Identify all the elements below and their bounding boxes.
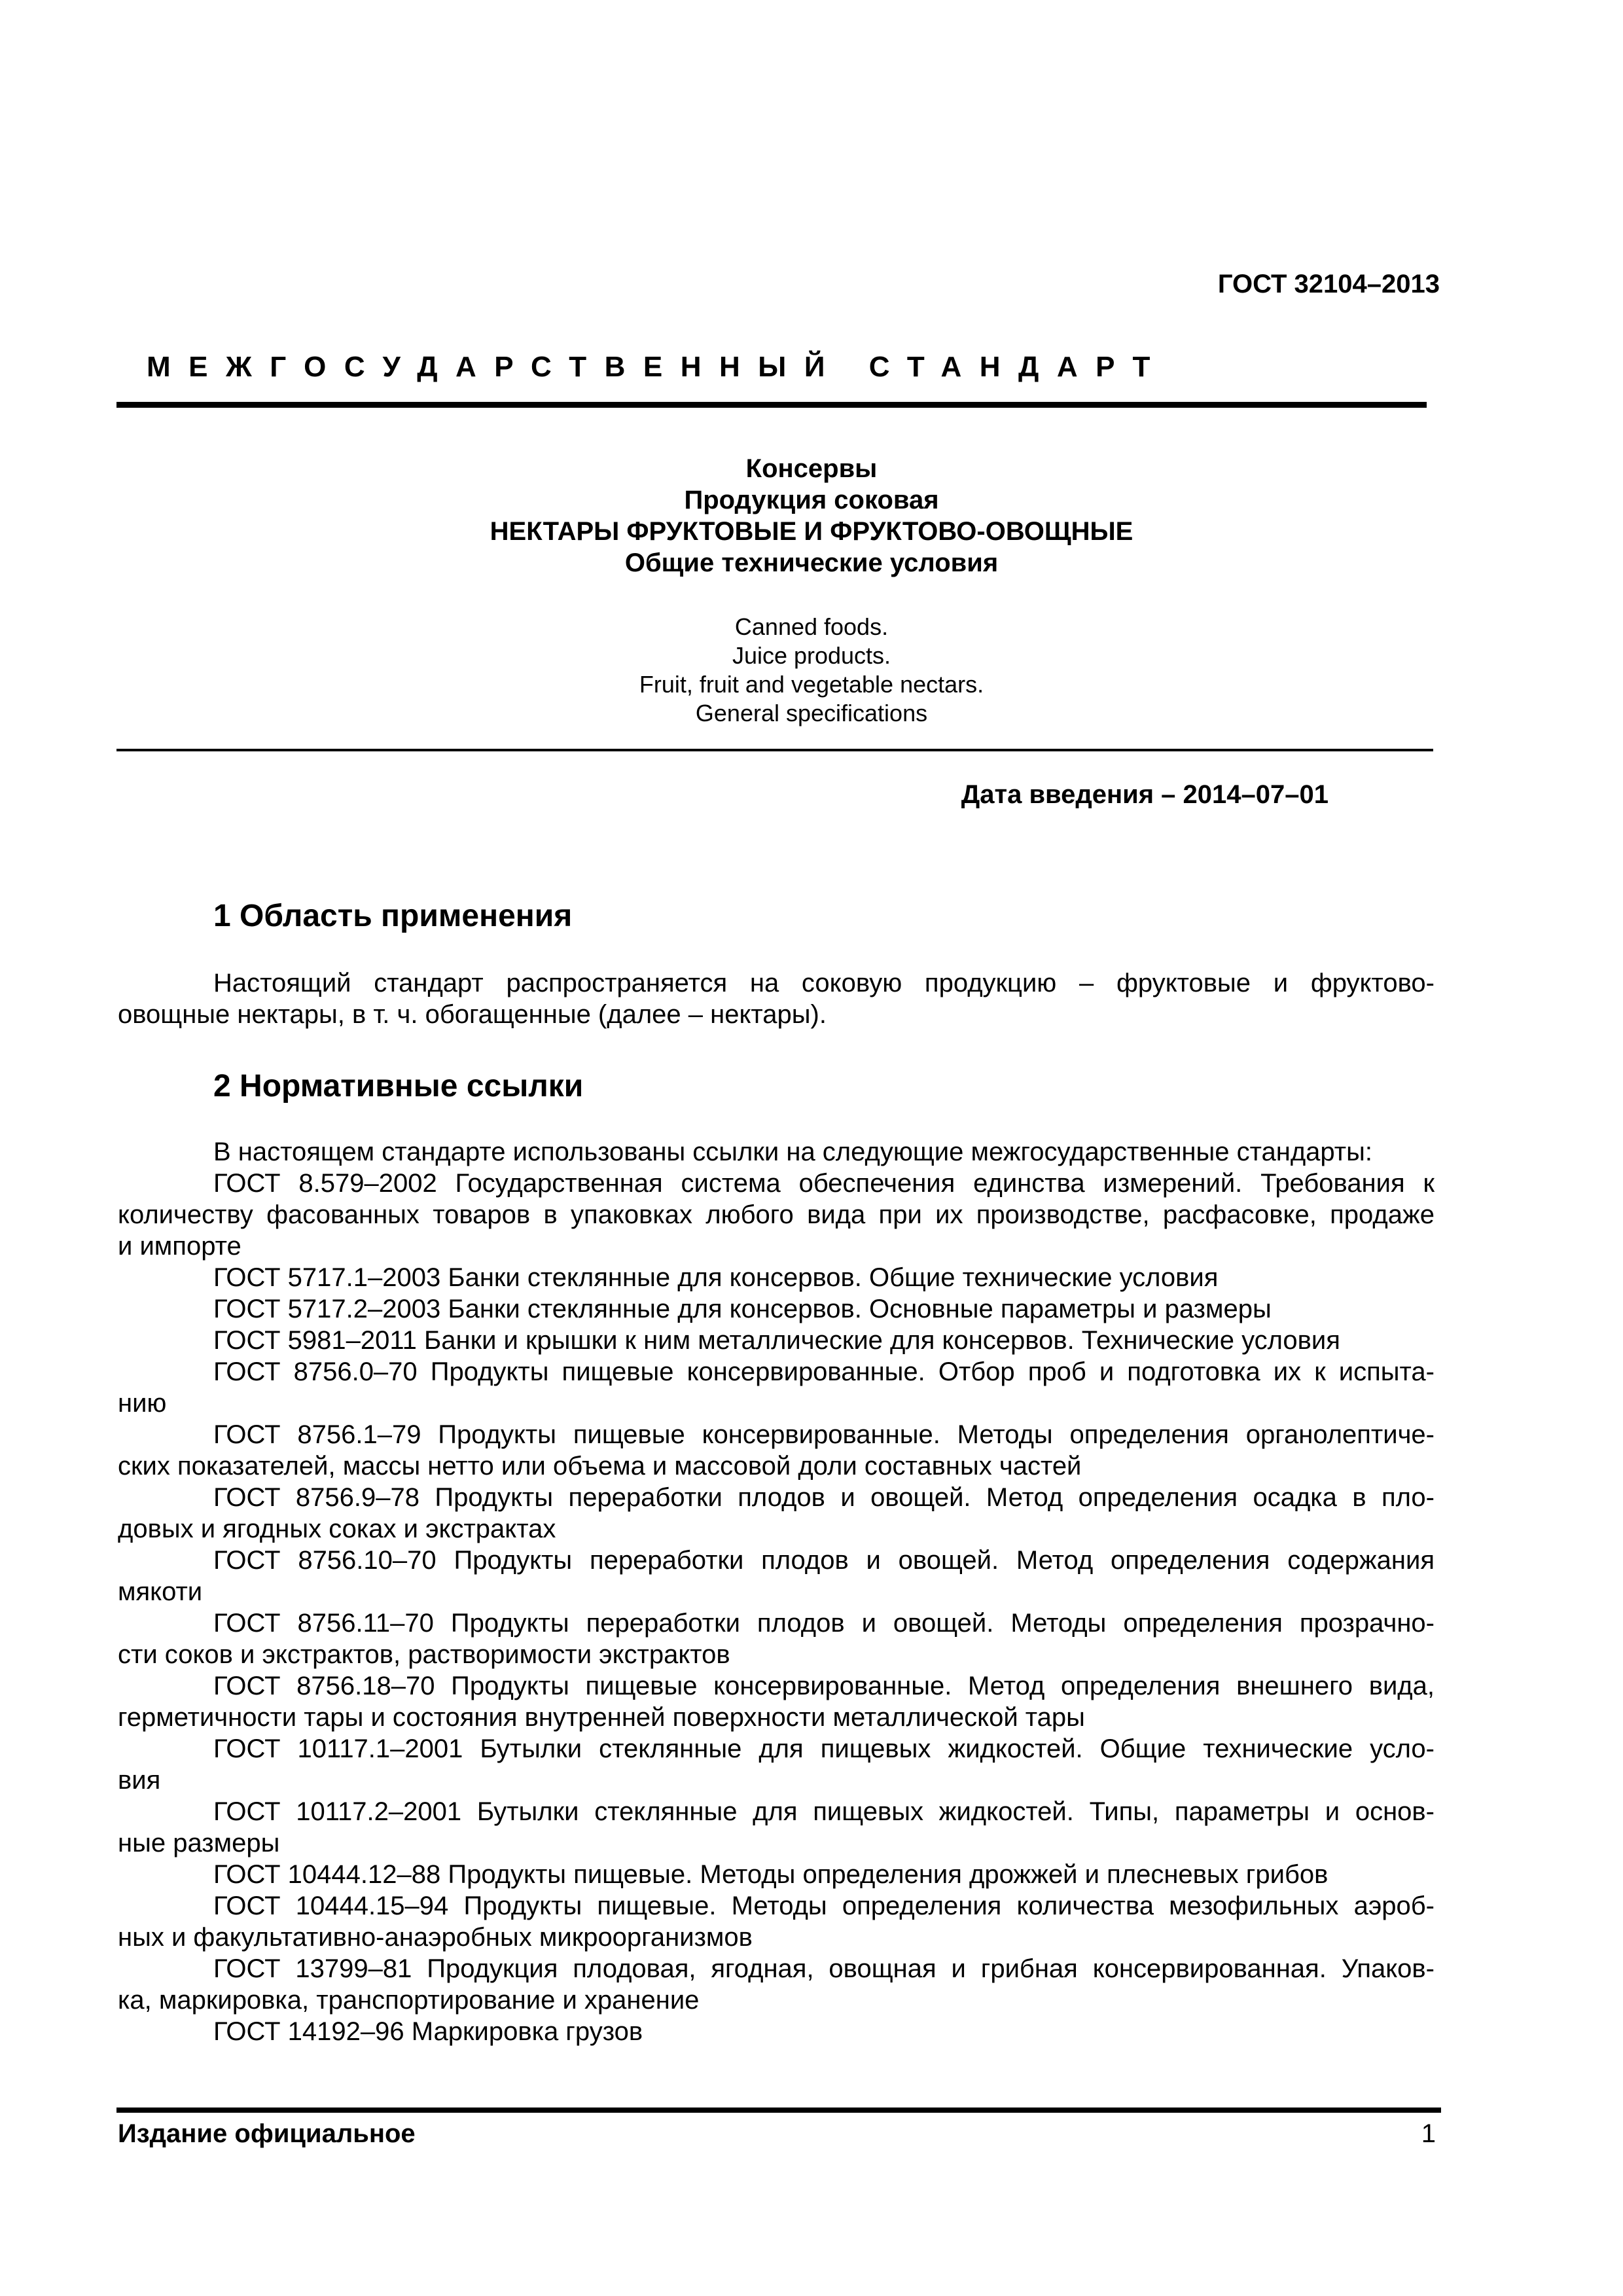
- title-line-en: Fruit, fruit and vegetable nectars.: [639, 671, 984, 698]
- text-line: овощные нектары, в т. ч. обогащенные (далее – нектары).: [118, 1000, 827, 1029]
- top-rule: [116, 402, 1427, 408]
- reference-line: ГОСТ 8756.18–70 Продукты пищевые консервированные. Метод определения внешнего вида,: [213, 1672, 1435, 1700]
- standard-type-banner: МЕЖГОСУДАРСТВЕННЫЙ СТАНДАРТ: [147, 351, 1168, 383]
- title-line: Консервы: [745, 454, 878, 483]
- reference-line: ГОСТ 8756.0–70 Продукты пищевые консервированные. Отбор проб и подготовка их к испыта-: [213, 1357, 1435, 1386]
- text-line: Настоящий стандарт распространяется на соковую продукцию – фруктовые и фруктово-: [213, 969, 1435, 997]
- reference-line: ных и факультативно-анаэробных микроорганизмов: [118, 1923, 753, 1952]
- reference-line: ГОСТ 8756.11–70 Продукты переработки плодов и овощей. Методы определения прозрачно-: [213, 1609, 1435, 1638]
- reference-line: ГОСТ 10117.1–2001 Бутылки стеклянные для пищевых жидкостей. Общие технические усло-: [213, 1734, 1435, 1763]
- reference-line: ГОСТ 10444.12–88 Продукты пищевые. Методы определения дрожжей и плесневых грибов: [213, 1860, 1329, 1889]
- page-number: 1: [1421, 2119, 1436, 2148]
- title-block-ru: [0, 453, 1623, 579]
- reference-line: ГОСТ 14192–96 Маркировка грузов: [213, 2017, 643, 2046]
- title-line-en: Canned foods.: [734, 613, 889, 640]
- reference-line: ГОСТ 8.579–2002 Государственная система обеспечения единства измерений. Требования к: [213, 1169, 1435, 1198]
- reference-line: ГОСТ 5981–2011 Банки и крышки к ним металлические для консервов. Технические условия: [213, 1326, 1340, 1355]
- title-line-en: General specifications: [695, 700, 928, 726]
- reference-line: нию: [118, 1389, 167, 1418]
- title-line: НЕКТАРЫ ФРУКТОВЫЕ И ФРУКТОВО-ОВОЩНЫЕ: [490, 517, 1133, 546]
- reference-line: герметичности тары и состояния внутренней поверхности металлической тары: [118, 1703, 1085, 1732]
- title-rule: [116, 749, 1433, 751]
- reference-line: ГОСТ 8756.9–78 Продукты переработки плодов и овощей. Метод определения осадка в пло-: [213, 1483, 1435, 1512]
- reference-line: вия: [118, 1766, 161, 1795]
- references-list: [118, 1136, 1435, 2047]
- reference-line: ГОСТ 8756.1–79 Продукты пищевые консервированные. Методы определения органолептиче-: [213, 1420, 1435, 1449]
- reference-line: сти соков и экстрактов, растворимости экстрактов: [118, 1640, 730, 1669]
- reference-line: довых и ягодных соках и экстрактах: [118, 1515, 556, 1543]
- section-heading-references: 2 Нормативные ссылки: [213, 1069, 584, 1103]
- reference-line: ГОСТ 5717.2–2003 Банки стеклянные для консервов. Основные параметры и размеры: [213, 1295, 1272, 1323]
- reference-line: ГОСТ 13799–81 Продукция плодовая, ягодная, овощная и грибная консервированная. Упаков-: [213, 1954, 1435, 1983]
- document-number: ГОСТ 32104–2013: [1217, 270, 1440, 298]
- reference-line: ГОСТ 5717.1–2003 Банки стеклянные для консервов. Общие технические условия: [213, 1263, 1219, 1292]
- reference-line: ные размеры: [118, 1829, 280, 1857]
- title-line: Общие технические условия: [624, 548, 999, 577]
- reference-line: мякоти: [118, 1577, 203, 1606]
- reference-line: ка, маркировка, транспортирование и хранение: [118, 1986, 700, 2015]
- scope-paragraph: [118, 967, 1435, 1030]
- section-heading-scope: 1 Область применения: [213, 899, 573, 933]
- reference-line: ГОСТ 8756.10–70 Продукты переработки плодов и овощей. Метод определения содержания: [213, 1546, 1435, 1575]
- text-line: В настоящем стандарте использованы ссылки на следующие межгосударственные стандарты:: [213, 1138, 1372, 1166]
- title-line-en: Juice products.: [732, 642, 891, 669]
- footer-rule: [116, 2108, 1441, 2113]
- title-line: Продукция соковая: [684, 486, 939, 514]
- introduction-date: Дата введения – 2014–07–01: [961, 780, 1329, 809]
- reference-line: и импорте: [118, 1232, 241, 1261]
- reference-line: количеству фасованных товаров в упаковках любого вида при их производстве, расфасовке, продаже: [118, 1200, 1435, 1229]
- title-block-en: [0, 613, 1623, 728]
- reference-line: ских показателей, массы нетто или объема и массовой доли составных частей: [118, 1452, 1082, 1480]
- reference-line: ГОСТ 10117.2–2001 Бутылки стеклянные для пищевых жидкостей. Типы, параметры и основ-: [213, 1797, 1435, 1826]
- official-edition-label: Издание официальное: [118, 2119, 416, 2148]
- reference-line: ГОСТ 10444.15–94 Продукты пищевые. Методы определения количества мезофильных аэроб-: [213, 1892, 1435, 1920]
